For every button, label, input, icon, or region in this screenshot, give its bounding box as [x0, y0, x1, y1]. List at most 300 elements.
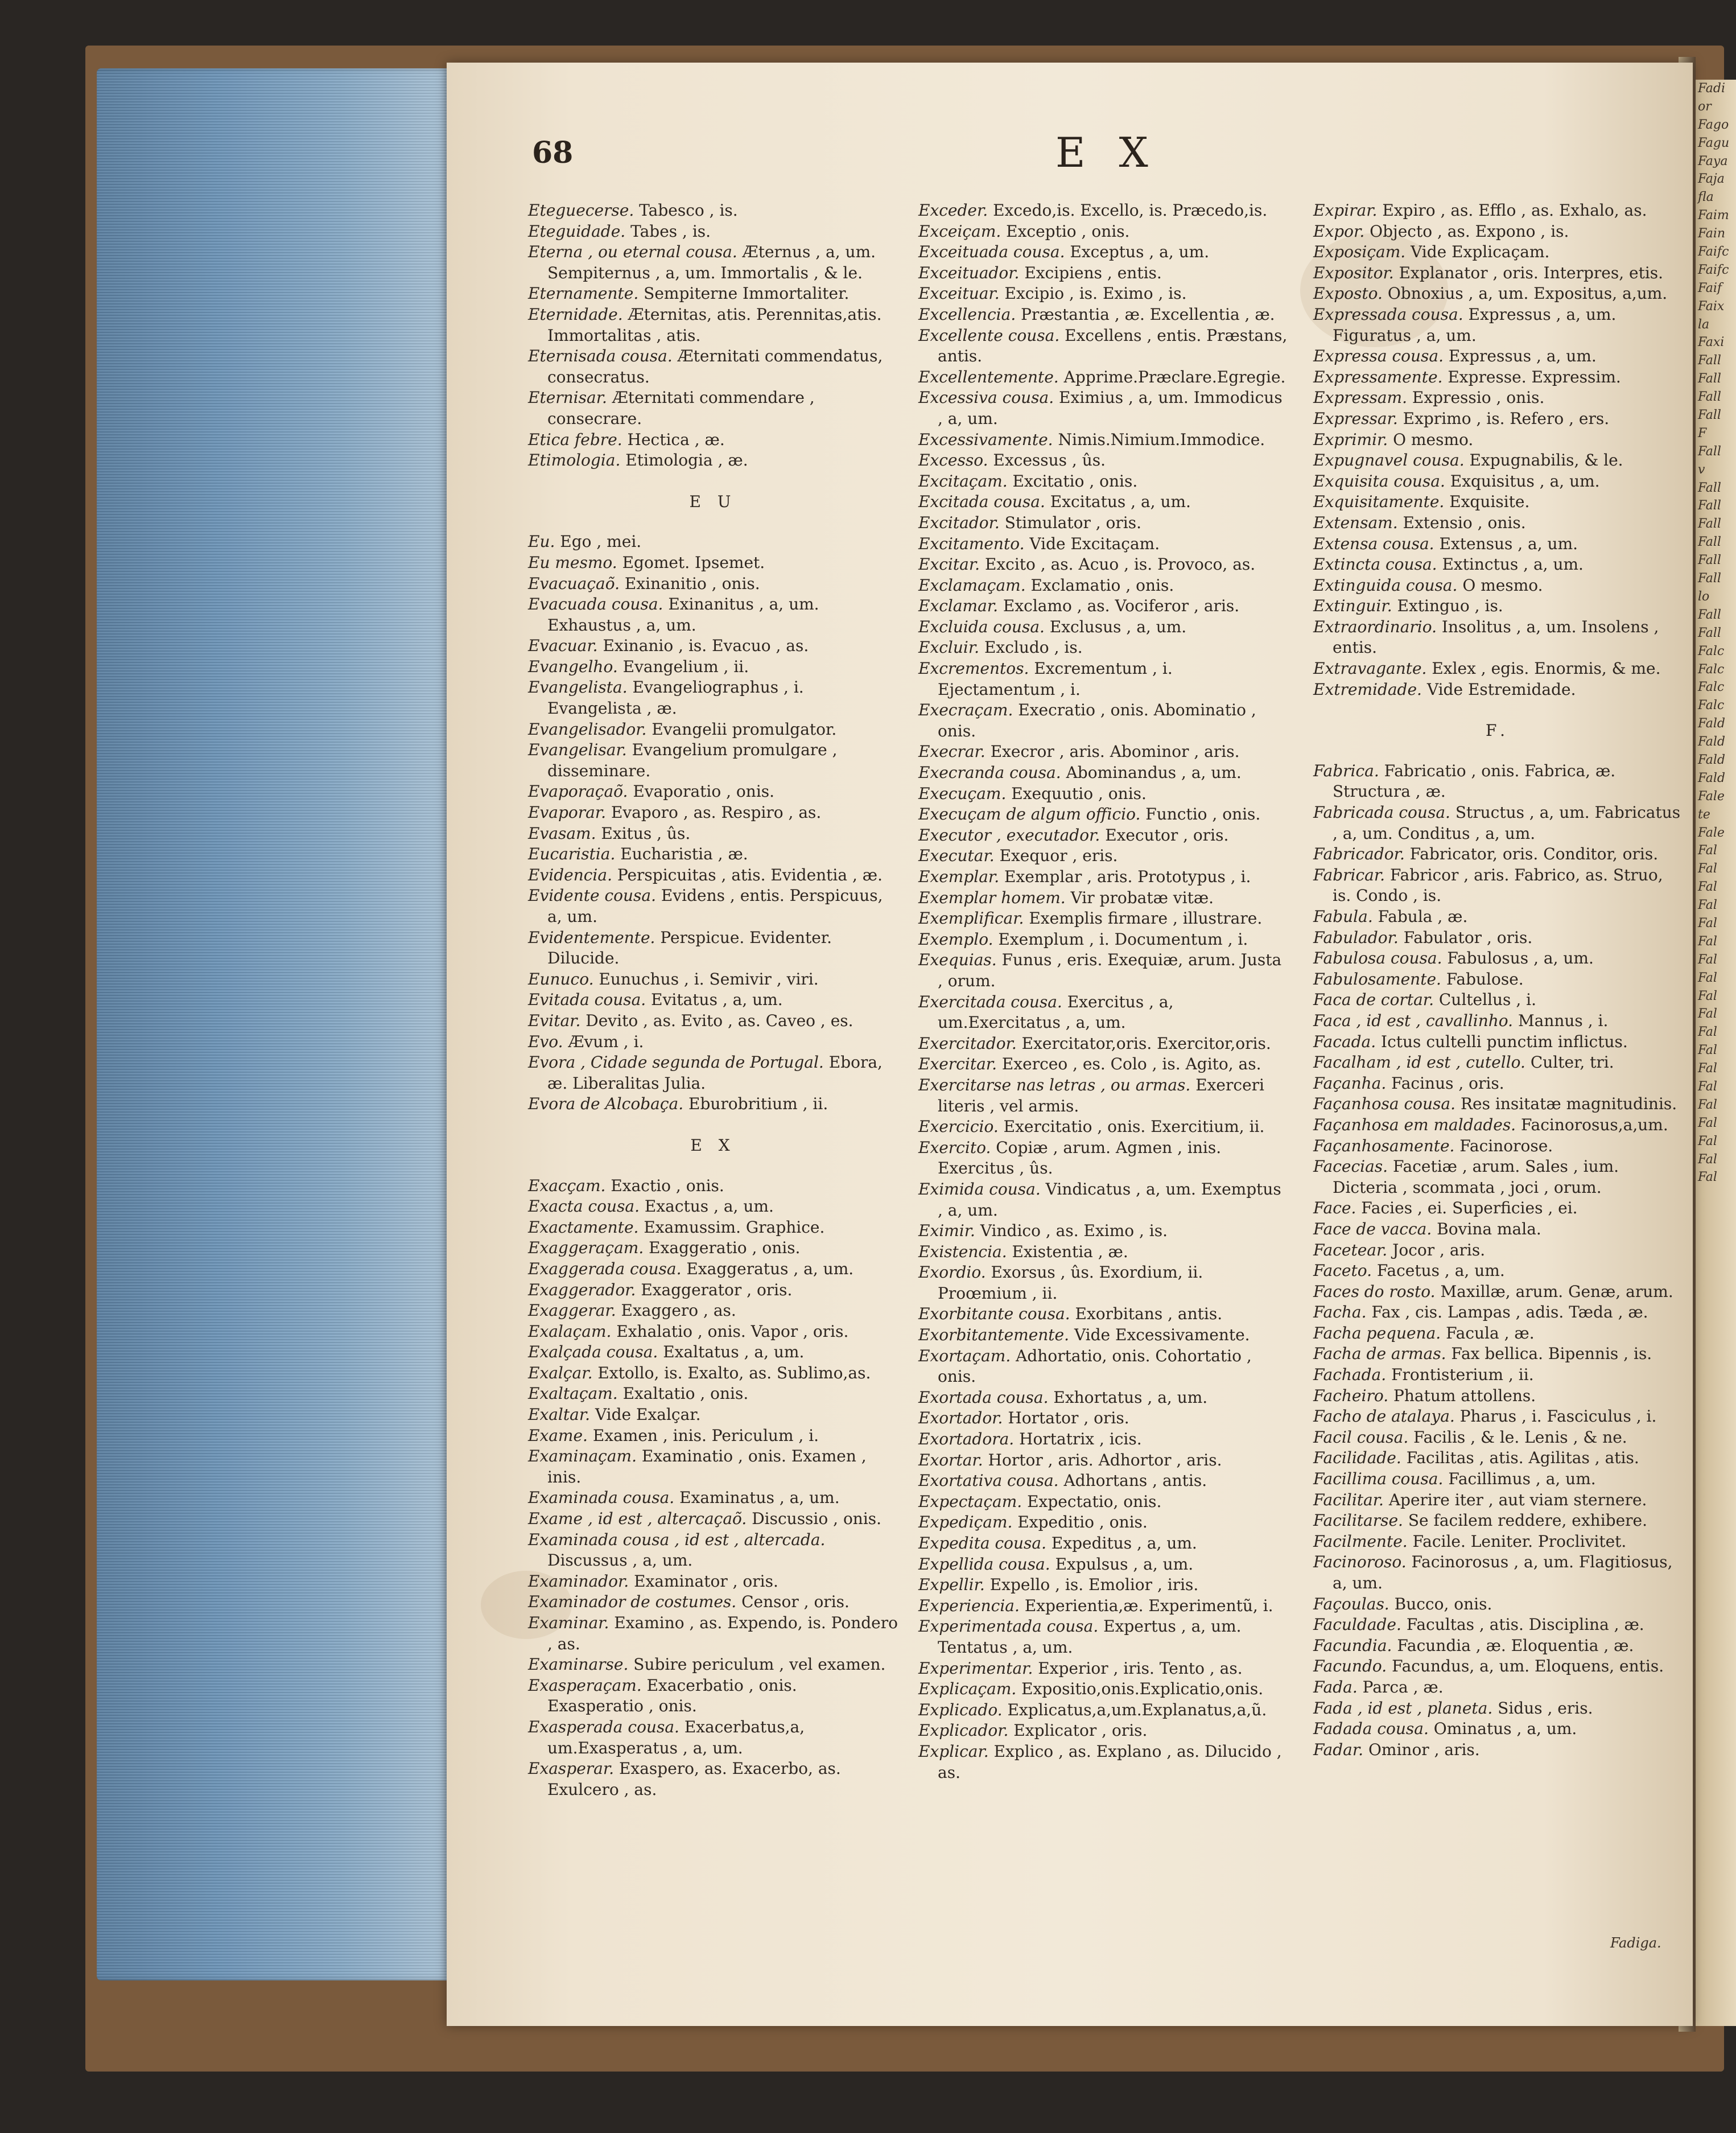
facing-page-word: Fal: [1698, 916, 1717, 930]
dictionary-entry: [918, 867, 1288, 888]
facing-page-word: Fall: [1698, 353, 1721, 368]
entry-definition: Exemplum , i. Documentum , i.: [998, 929, 1248, 949]
entry-definition: Examussim. Graphice.: [644, 1217, 825, 1237]
facing-page-word: Fal: [1698, 1115, 1717, 1130]
dictionary-entry: [1313, 1219, 1683, 1240]
entry-headword: Executor , executador.: [918, 825, 1100, 845]
dictionary-entry: [918, 742, 1288, 763]
dictionary-entry: [1313, 1344, 1683, 1365]
entry-definition: Exaspero, as. Exacerbo, as. Exulcero , as.: [547, 1759, 841, 1799]
entry-definition: Expressus , a, um.: [1448, 347, 1597, 366]
entry-definition: Facultas , atis. Disciplina , æ.: [1406, 1615, 1644, 1634]
catchword: Fadiga.: [1610, 1935, 1661, 1951]
dictionary-entry: [1313, 1510, 1683, 1531]
dictionary-entry: [918, 1304, 1288, 1325]
page-number: 68: [532, 135, 574, 170]
entry-definition: Exitus , ûs.: [601, 823, 691, 843]
dictionary-entry: [1313, 1552, 1683, 1593]
entry-headword: Exercicio.: [918, 1117, 999, 1136]
entry-definition: Adhortans , antis.: [1063, 1471, 1207, 1490]
entry-definition: Fabulose.: [1446, 969, 1524, 989]
dictionary-entry: [918, 1221, 1288, 1242]
dictionary-entry: [918, 388, 1288, 429]
dictionary-entry: [528, 1383, 898, 1405]
dictionary-entry: [1313, 1073, 1683, 1094]
entry-definition: Fabricatio , onis. Fabrica, æ. Structura , æ.: [1333, 761, 1616, 801]
entry-headword: Faca de cortar.: [1313, 990, 1434, 1010]
dictionary-entry: [528, 1675, 898, 1717]
entry-definition: Subire periculum , vel examen.: [633, 1655, 886, 1674]
entry-headword: Explicado.: [918, 1700, 1003, 1719]
facing-page-word: Fall: [1698, 553, 1721, 568]
entry-headword: Fabulosa cousa.: [1313, 949, 1442, 968]
entry-definition: Devito , as. Evito , as. Caveo , es.: [585, 1011, 853, 1030]
facing-page-word: Fall: [1698, 408, 1721, 423]
facing-page-word: te: [1698, 807, 1710, 822]
facing-page-word: fla: [1698, 190, 1714, 205]
dictionary-entry: [528, 1217, 898, 1238]
entry-definition: Extollo, is. Exalto, as. Sublimo,as.: [597, 1363, 871, 1382]
facing-page-word: Fald: [1698, 717, 1726, 731]
entry-definition: Æternitas, atis. Perennitas,atis. Immortalitas , atis.: [547, 304, 882, 345]
entry-headword: Evacuar.: [528, 636, 598, 656]
dictionary-entry: [918, 763, 1288, 784]
entry-definition: Expectatio, onis.: [1027, 1492, 1162, 1511]
dictionary-entry: [528, 1052, 898, 1094]
dictionary-entry: [1313, 1698, 1683, 1719]
entry-headword: Extravagante.: [1313, 659, 1427, 678]
entry-headword: Expedita cousa.: [918, 1534, 1046, 1553]
entry-headword: Exorbitante cousa.: [918, 1304, 1070, 1324]
entry-definition: Facundus, a, um. Eloquens, entis.: [1392, 1657, 1664, 1676]
entry-headword: Fadar.: [1313, 1740, 1364, 1759]
entry-headword: Execrar.: [918, 742, 985, 761]
entry-headword: Evacuada cousa.: [528, 595, 663, 614]
entry-headword: Eternisar.: [528, 388, 607, 407]
entry-definition: Examinator , oris.: [634, 1571, 778, 1591]
entry-definition: Expeditus , a, um.: [1051, 1534, 1197, 1553]
entry-definition: Expositio,onis.Explicatio,onis.: [1021, 1679, 1264, 1699]
facing-page-word: Fal: [1698, 1152, 1717, 1167]
entry-headword: Execuçam.: [918, 784, 1007, 803]
dictionary-entry: [528, 1613, 898, 1654]
dictionary-entry: [918, 450, 1288, 471]
entry-headword: Exclamar.: [918, 596, 999, 616]
entry-headword: Evidente cousa.: [528, 886, 656, 905]
entry-definition: Exceptio , onis.: [1006, 221, 1130, 241]
entry-headword: Exclamaçam.: [918, 575, 1026, 595]
entry-headword: Exame.: [528, 1426, 588, 1445]
entry-headword: Exquisitamente.: [1313, 492, 1445, 512]
dictionary-entry: [528, 1196, 898, 1217]
dictionary-entry: [528, 1592, 898, 1613]
entry-definition: Evangelium , ii.: [622, 657, 749, 676]
dictionary-entry: [918, 1616, 1288, 1658]
entry-headword: Eterna , ou eternal cousa.: [528, 242, 737, 262]
entry-definition: Discussio , onis.: [752, 1509, 882, 1529]
entry-definition: Excludo , is.: [984, 638, 1083, 657]
dictionary-entry: [528, 574, 898, 595]
entry-headword: Faculdade.: [1313, 1615, 1401, 1634]
entry-headword: Examinar.: [528, 1613, 609, 1632]
entry-headword: Exortadora.: [918, 1430, 1015, 1449]
entry-definition: Sidus , eris.: [1498, 1698, 1593, 1718]
dictionary-entry: [1313, 283, 1683, 304]
entry-headword: Evitada cousa.: [528, 990, 646, 1010]
entry-definition: O mesmo.: [1393, 430, 1474, 449]
facing-page-word: Fadi: [1698, 81, 1726, 96]
dictionary-entry: [1313, 928, 1683, 949]
entry-headword: Exequias.: [918, 950, 997, 970]
entry-headword: Eunuco.: [528, 969, 594, 989]
entry-headword: Eternidade.: [528, 304, 623, 324]
entry-definition: Excedo,is. Excello, is. Præcedo,is.: [993, 201, 1268, 220]
entry-headword: Examinador.: [528, 1571, 629, 1591]
entry-definition: Extensus , a, um.: [1439, 534, 1578, 553]
entry-definition: Facetiæ , arum. Sales , ium. Dicteria , scommata , joci , orum.: [1333, 1157, 1619, 1197]
entry-headword: Excitada cousa.: [918, 492, 1045, 512]
entry-headword: Facillima cousa.: [1313, 1469, 1444, 1489]
entry-headword: Fada.: [1313, 1677, 1358, 1696]
facing-page-word: Faim: [1698, 208, 1729, 223]
dictionary-entry: [1313, 761, 1683, 802]
entry-headword: Evaporar.: [528, 803, 607, 822]
dictionary-entry: [1313, 1156, 1683, 1198]
entry-headword: Facilitar.: [1313, 1490, 1384, 1509]
facing-page-word: Fall: [1698, 517, 1721, 532]
dictionary-entry: [918, 950, 1288, 991]
dictionary-entry: [528, 1571, 898, 1592]
dictionary-entry: [1313, 304, 1683, 346]
entry-definition: Exemplar , aris. Prototypus , i.: [1004, 867, 1251, 886]
dictionary-entry: [528, 1405, 898, 1426]
entry-headword: Fabulosamente.: [1313, 969, 1441, 989]
dictionary-entry: [528, 1717, 898, 1759]
entry-headword: Exquisita cousa.: [1313, 471, 1445, 491]
dictionary-entry: [1313, 596, 1683, 617]
entry-definition: Vir probatæ vitæ.: [1070, 888, 1214, 907]
entry-definition: Vindico , as. Eximo , is.: [980, 1221, 1168, 1241]
entry-headword: Eternisada cousa.: [528, 347, 673, 366]
entry-definition: Exaggerator , oris.: [641, 1280, 793, 1299]
entry-headword: Evangelista.: [528, 678, 628, 697]
entry-definition: Fax , cis. Lampas , adis. Tæda , æ.: [1371, 1303, 1648, 1322]
entry-headword: Executar.: [918, 846, 995, 866]
entry-definition: Exactus , a, um.: [644, 1197, 774, 1216]
dictionary-entry: [1313, 1677, 1683, 1698]
entry-definition: Examinatus , a, um.: [679, 1488, 840, 1508]
entry-definition: Vide Exalçar.: [595, 1405, 701, 1424]
dictionary-entry: [528, 886, 898, 927]
entry-definition: Bovina mala.: [1437, 1219, 1541, 1238]
entry-headword: Etimologia.: [528, 451, 621, 470]
dictionary-entry: [918, 1533, 1288, 1554]
entry-headword: Facho de atalaya.: [1313, 1407, 1455, 1426]
entry-definition: Exprimo , is. Refero , ers.: [1403, 409, 1610, 428]
entry-definition: Exlex , egis. Enormis, & me.: [1432, 659, 1661, 678]
entry-definition: Bucco, onis.: [1394, 1594, 1492, 1613]
entry-definition: Excitatus , a, um.: [1050, 492, 1191, 512]
entry-headword: Execranda cousa.: [918, 763, 1061, 783]
entry-definition: Exinanio , is. Evacuo , as.: [603, 636, 809, 656]
facing-page-word: Fal: [1698, 1079, 1717, 1094]
dictionary-entry: [528, 1238, 898, 1259]
entry-headword: Expressamente.: [1313, 367, 1443, 386]
dictionary-entry: [528, 677, 898, 719]
facing-page-word: Fagu: [1698, 135, 1730, 150]
entry-headword: Evacuaçaõ.: [528, 574, 620, 593]
entry-definition: Facies , ei. Superficies , ei.: [1361, 1199, 1578, 1218]
entry-headword: Exceituador.: [918, 263, 1020, 282]
entry-definition: Sempiterne Immortaliter.: [644, 284, 850, 303]
entry-headword: Exasperada cousa.: [528, 1717, 679, 1736]
entry-definition: Æternitati commendare , consecrare.: [547, 388, 815, 428]
entry-definition: Exemplis firmare , illustrare.: [1029, 909, 1263, 928]
dictionary-entry: [528, 990, 898, 1011]
entry-definition: Extinctus , a, um.: [1442, 555, 1584, 574]
entry-headword: Exorbitantemente.: [918, 1325, 1070, 1345]
entry-headword: Exemplo.: [918, 929, 993, 949]
facing-page-word: Faifc: [1698, 262, 1729, 277]
dictionary-entry: [1313, 1323, 1683, 1344]
entry-headword: Exceituar.: [918, 284, 1000, 303]
entry-headword: Explicar.: [918, 1741, 989, 1761]
entry-headword: Façanha.: [1313, 1073, 1387, 1093]
entry-headword: Expectaçam.: [918, 1492, 1022, 1511]
entry-headword: Expediçam.: [918, 1513, 1013, 1532]
entry-definition: Exorbitans , antis.: [1075, 1304, 1223, 1324]
dictionary-entry: [918, 1346, 1288, 1387]
dictionary-entry: [1313, 1115, 1683, 1136]
facing-page-word: Fal: [1698, 1007, 1717, 1022]
dictionary-entry: [528, 1363, 898, 1384]
entry-definition: Examen , inis. Periculum , i.: [592, 1426, 819, 1445]
entry-definition: Examino , as. Expendo, is. Pondero , as.: [547, 1613, 898, 1653]
dictionary-entry: [918, 1138, 1288, 1179]
dictionary-entry: [528, 553, 898, 574]
entry-headword: Expressam.: [1313, 388, 1407, 407]
entry-headword: Evora , Cidade segunda de Portugal.: [528, 1053, 824, 1072]
facing-page-word: Fall: [1698, 535, 1721, 550]
dictionary-entry: [1313, 1198, 1683, 1219]
entry-definition: Facilitas , atis. Agilitas , atis.: [1406, 1448, 1639, 1468]
entry-definition: Evangelii promulgator.: [651, 719, 837, 739]
entry-headword: Exercitador.: [918, 1033, 1017, 1053]
dictionary-entry: [1313, 513, 1683, 534]
dictionary-entry: [918, 596, 1288, 617]
entry-definition: Exceptus , a, um.: [1070, 242, 1210, 262]
entry-headword: Extremidade.: [1313, 680, 1422, 699]
entry-definition: O mesmo.: [1462, 575, 1543, 595]
column-3: [1313, 200, 1683, 1760]
dictionary-entry: [1313, 1365, 1683, 1386]
dictionary-entry: [528, 430, 898, 451]
facing-page-word: Fain: [1698, 227, 1726, 241]
entry-definition: Exhalatio , onis. Vapor , oris.: [616, 1321, 849, 1341]
entry-headword: Evitar.: [528, 1011, 581, 1030]
entry-headword: Excitamento.: [918, 534, 1025, 553]
entry-definition: Exacerbatus,a, um.Exasperatus , a, um.: [547, 1717, 805, 1757]
entry-definition: Perspicuitas , atis. Evidentia , æ.: [617, 865, 883, 884]
entry-definition: Existentia , æ.: [1012, 1242, 1128, 1261]
entry-headword: Excluir.: [918, 638, 980, 657]
facing-page-word: Fale: [1698, 825, 1725, 840]
entry-definition: Eburobritium , ii.: [688, 1094, 828, 1114]
entry-headword: Faca , id est , cavallinho.: [1313, 1011, 1514, 1030]
entry-headword: Exaggerar.: [528, 1301, 616, 1320]
entry-definition: Fax bellica. Bipennis , is.: [1451, 1344, 1652, 1364]
entry-definition: Exaltatio , onis.: [622, 1384, 749, 1403]
entry-headword: Exercitarse nas letras , ou armas.: [918, 1075, 1191, 1094]
entry-definition: Ævum , i.: [568, 1032, 644, 1051]
entry-definition: Explico , as. Explano , as. Dilucido , as.: [938, 1741, 1282, 1782]
entry-headword: Exemplar.: [918, 867, 1000, 886]
page-edges: [97, 68, 450, 1980]
entry-definition: Exercitator,oris. Exercitor,oris.: [1021, 1033, 1271, 1053]
dictionary-entry: [1313, 1261, 1683, 1282]
dictionary-entry: [528, 388, 898, 429]
entry-definition: Ebora, æ. Liberalitas Julia.: [547, 1053, 883, 1093]
entry-definition: Ego , mei.: [560, 532, 642, 551]
dictionary-entry: [1313, 1615, 1683, 1636]
entry-definition: Præstantia , æ. Excellentia , æ.: [1021, 304, 1275, 324]
entry-headword: Fadada cousa.: [1313, 1719, 1429, 1739]
dictionary-entry: [528, 1300, 898, 1321]
dictionary-entry: [918, 846, 1288, 867]
entry-definition: Exercitatio , onis. Exercitium, ii.: [1003, 1117, 1265, 1136]
entry-headword: Evora de Alcobaça.: [528, 1094, 684, 1114]
dictionary-entry: [918, 1741, 1288, 1783]
facing-page-word: Fal: [1698, 843, 1717, 858]
entry-headword: Facha.: [1313, 1303, 1367, 1322]
dictionary-entry: [528, 636, 898, 657]
entry-headword: Eximida cousa.: [918, 1179, 1041, 1199]
entry-headword: Expressa cousa.: [1313, 347, 1444, 366]
entry-definition: Execratio , onis. Abominatio , onis.: [938, 701, 1256, 740]
entry-definition: Tabes , is.: [630, 221, 711, 241]
entry-headword: Facha pequena.: [1313, 1323, 1441, 1343]
entry-headword: Façanhosamente.: [1313, 1136, 1455, 1155]
entry-headword: Excrementos.: [918, 659, 1029, 678]
entry-headword: Eximir.: [918, 1221, 975, 1241]
entry-definition: Exaltatus , a, um.: [663, 1343, 805, 1362]
facing-page-word: Fal: [1698, 880, 1717, 895]
dictionary-entry: [528, 719, 898, 740]
dictionary-entry: [1313, 1386, 1683, 1407]
entry-definition: Vide Estremidade.: [1426, 680, 1576, 699]
entry-definition: Facinorose.: [1459, 1136, 1553, 1155]
entry-headword: Exceiçam.: [918, 221, 1001, 241]
entry-headword: Eu mesmo.: [528, 553, 617, 572]
entry-headword: Excluida cousa.: [918, 617, 1045, 636]
entry-headword: Expellida cousa.: [918, 1554, 1050, 1574]
entry-definition: Examinatio , onis. Examen , inis.: [547, 1447, 867, 1486]
column-2: [918, 200, 1288, 1783]
entry-definition: Excipio , is. Eximo , is.: [1004, 284, 1187, 303]
entry-headword: Execraçam.: [918, 701, 1013, 720]
entry-definition: Vide Explicaçam.: [1411, 242, 1550, 262]
entry-headword: Exaggeraçam.: [528, 1238, 644, 1258]
entry-headword: Exaltar.: [528, 1405, 591, 1424]
dictionary-entry: [1313, 948, 1683, 969]
facing-page-word: Fal: [1698, 1097, 1717, 1112]
dictionary-entry: [528, 802, 898, 823]
entry-headword: Exercitada cousa.: [918, 992, 1062, 1011]
facing-page-word: la: [1698, 317, 1710, 332]
entry-headword: Eteguidade.: [528, 221, 626, 241]
entry-headword: Facundia.: [1313, 1636, 1392, 1655]
entry-headword: Eternamente.: [528, 284, 639, 303]
facing-page-word: Fal: [1698, 952, 1717, 967]
entry-definition: Excito , as. Acuo , is. Provoco, as.: [984, 555, 1256, 574]
entry-headword: Face.: [1313, 1199, 1356, 1218]
dictionary-entry: [1313, 969, 1683, 990]
entry-definition: Eximius , a, um. Immodicus , a, um.: [938, 388, 1283, 428]
entry-definition: Exaggeratio , onis.: [649, 1238, 801, 1258]
dictionary-entry: [918, 1720, 1288, 1741]
entry-headword: Exaltaçam.: [528, 1384, 618, 1403]
facing-page-word: Faya: [1698, 154, 1728, 168]
dictionary-entry: [528, 1094, 898, 1115]
dictionary-entry: [1313, 802, 1683, 844]
facing-page-word: Faifc: [1698, 245, 1729, 260]
dictionary-entry: [918, 1450, 1288, 1471]
entry-headword: Facundo.: [1313, 1657, 1387, 1676]
entry-definition: Ominor , aris.: [1368, 1740, 1480, 1759]
entry-headword: Exacta cousa.: [528, 1197, 640, 1216]
entry-headword: Examinarse.: [528, 1655, 629, 1674]
entry-definition: Expeditio , onis.: [1017, 1513, 1148, 1532]
entry-definition: Discussus , a, um.: [547, 1551, 693, 1570]
entry-headword: Facada.: [1313, 1032, 1376, 1051]
entry-definition: Hortatrix , icis.: [1019, 1430, 1142, 1449]
dictionary-entry: [918, 200, 1288, 221]
entry-headword: Evangelho.: [528, 657, 618, 676]
dictionary-entry: [918, 575, 1288, 596]
entry-definition: Egomet. Ipsemet.: [622, 553, 765, 572]
dictionary-entry: [1313, 534, 1683, 555]
entry-definition: Parca , æ.: [1362, 1677, 1444, 1696]
entry-definition: Insolitus , a, um. Insolens , entis.: [1333, 617, 1659, 657]
entry-headword: Excellencia.: [918, 304, 1016, 324]
entry-headword: Expor.: [1313, 221, 1365, 241]
facing-page-word: Fald: [1698, 752, 1726, 767]
dictionary-entry: [1313, 1302, 1683, 1323]
entry-definition: Fabricor , aris. Fabrico, as. Struo, is. Condo , is.: [1333, 865, 1663, 905]
dictionary-entry: [528, 1654, 898, 1675]
entry-headword: Exalçada cousa.: [528, 1343, 658, 1362]
entry-definition: Execror , aris. Abominor , aris.: [990, 742, 1240, 761]
entry-definition: Stimulator , oris.: [1004, 513, 1142, 532]
facing-page-word: Faif: [1698, 281, 1722, 295]
entry-definition: Exclamo , as. Vociferor , aris.: [1003, 596, 1240, 616]
entry-headword: Expositor.: [1313, 263, 1394, 282]
facing-page-word: Fall: [1698, 480, 1721, 495]
dictionary-entry: [918, 1054, 1288, 1075]
facing-page-word: Falc: [1698, 644, 1725, 658]
facing-page-word: Fal: [1698, 934, 1717, 949]
dictionary-entry: [528, 740, 898, 781]
dictionary-entry: [1313, 1740, 1683, 1761]
entry-definition: Facilis , & le. Lenis , & ne.: [1413, 1427, 1627, 1447]
facing-page-word: Fall: [1698, 372, 1721, 386]
facing-page-fragment: [1696, 80, 1736, 2026]
dictionary-entry: [1313, 1719, 1683, 1740]
dictionary-entry: [918, 992, 1288, 1033]
dictionary-entry: [528, 450, 898, 471]
entry-definition: Evitatus , a, um.: [651, 990, 783, 1010]
dictionary-entry: [918, 554, 1288, 575]
